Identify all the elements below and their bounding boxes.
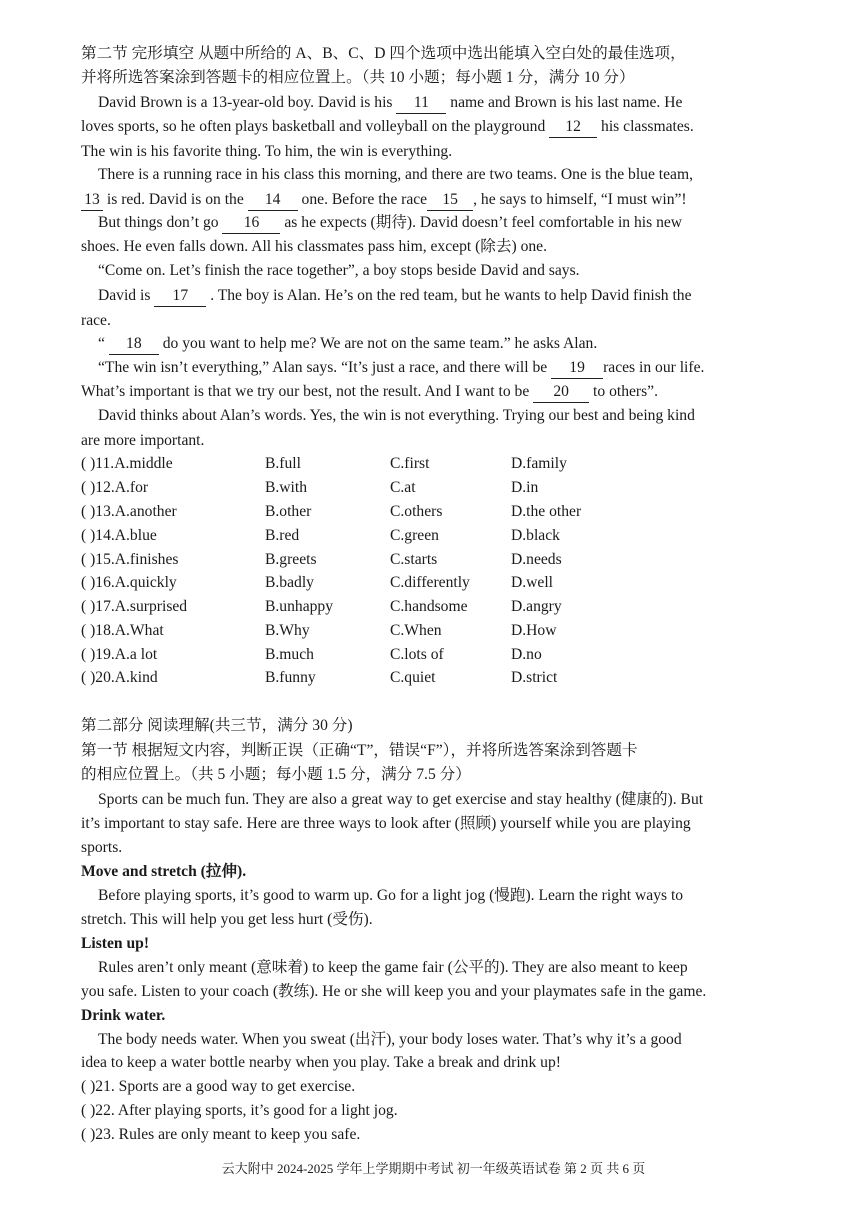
passage-line: What’s important is that we try our best, not the result. And I want to be 20 to others”. (81, 382, 658, 403)
blank-19: 19 (551, 358, 603, 379)
question-row: ( )16.A.quickly B.badly C.differently D.well (81, 574, 554, 591)
reading-line: you safe. Listen to your coach (教练). He or she will keep you and your playmates safe in the game. (81, 983, 707, 1000)
part-heading: 第二部分 阅读理解(共三节，满分 30 分) (81, 717, 353, 734)
blank-18: 18 (109, 334, 159, 355)
subheading-listen-up: Listen up! (81, 935, 150, 952)
question-row: ( )12.A.for B.with C.at D.in (81, 479, 539, 496)
question-row: ( )18.A.What B.Why C.When D.How (81, 622, 557, 639)
passage-line: race. (81, 312, 111, 329)
passage-line: David thinks about Alan’s words. Yes, the win is not everything. Trying our best and being kind (98, 407, 695, 424)
passage-line: The win is his favorite thing. To him, the win is everything. (81, 143, 453, 160)
question-21: ( )21. Sports are a good way to get exercise. (81, 1078, 356, 1095)
question-row: ( )17.A.surprised B.unhappy C.handsome D.angry (81, 598, 562, 615)
blank-16: 16 (222, 213, 280, 234)
blank-15: 15 (427, 190, 473, 211)
passage-line: “Come on. Let’s finish the race together”, a boy stops beside David and says. (98, 262, 580, 279)
passage-line: David is 17 . The boy is Alan. He’s on the red team, but he wants to help David finish the (98, 286, 692, 307)
blank-14: 14 (248, 190, 298, 211)
reading-line: The body needs water. When you sweat (出汗), your body loses water. That’s why it’s a good (98, 1031, 682, 1048)
subheading-drink-water: Drink water. (81, 1007, 166, 1024)
reading-line: Sports can be much fun. They are also a great way to get exercise and stay healthy (健康的). But (98, 791, 704, 808)
reading-line: idea to keep a water bottle nearby when you play. Take a break and drink up! (81, 1054, 561, 1071)
blank-13: 13 (81, 190, 103, 211)
passage-line: David Brown is a 13-year-old boy. David is his 11 name and Brown is his last name. He (98, 93, 682, 114)
passage-line: are more important. (81, 432, 205, 449)
page-footer: 云大附中 2024-2025 学年上学期期中考试 初一年级英语试卷 第 2 页 共 6 页 (221, 1161, 646, 1176)
passage-line: But things don’t go 16 as he expects (期待). David doesn’t feel comfortable in his new (98, 213, 682, 234)
blank-17: 17 (154, 286, 206, 307)
passage-line: “ 18 do you want to help me? We are not on the same team.” he asks Alan. (98, 334, 597, 355)
question-row: ( )11.A.middle B.full C.first D.family (81, 455, 567, 472)
reading-line: stretch. This will help you get less hurt (受伤). (81, 911, 373, 928)
reading-line: Before playing sports, it’s good to warm up. Go for a light jog (慢跑). Learn the right ways to (98, 887, 684, 904)
reading-line: it’s important to stay safe. Here are three ways to look after (照顾) yourself while you are playing (81, 815, 691, 832)
blank-11: 11 (396, 93, 446, 114)
passage-line: “The win isn’t everything,” Alan says. “It’s just a race, and there will be 19 races in our life. (98, 358, 704, 379)
cloze-heading-2: 并将所选答案涂到答题卡的相应位置上。（共 10 小题；每小题 1 分，满分 10 分） (81, 69, 635, 86)
passage-line: loves sports, so he often plays basketball and volleyball on the playground 12 his classmates. (81, 117, 694, 138)
reading-line: Rules aren’t only meant (意味着) to keep the game fair (公平的). They are also meant to keep (98, 959, 688, 976)
question-row: ( )19.A.a lot B.much C.lots of D.no (81, 646, 542, 663)
passage-line: 13 is red. David is on the 14 one. Before the race 15 , he says to himself, “I must win”! (81, 190, 687, 211)
question-22: ( )22. After playing sports, it’s good for a light jog. (81, 1102, 398, 1119)
blank-12: 12 (549, 117, 597, 138)
blank-20: 20 (533, 382, 589, 403)
passage-line: shoes. He even falls down. All his classmates pass him, except (除去) one. (81, 238, 547, 255)
question-row: ( )13.A.another B.other C.others D.the other (81, 503, 582, 520)
question-row: ( )14.A.blue B.red C.green D.black (81, 527, 560, 544)
question-row: ( )20.A.kind B.funny C.quiet D.strict (81, 669, 558, 686)
question-row: ( )15.A.finishes B.greets C.starts D.needs (81, 551, 562, 568)
reading-line: sports. (81, 839, 123, 856)
question-23: ( )23. Rules are only meant to keep you safe. (81, 1126, 361, 1143)
section-heading-2: 的相应位置上。（共 5 小题；每小题 1.5 分，满分 7.5 分） (81, 766, 471, 783)
section-heading: 第一节 根据短文内容，判断正误（正确“T”，错误“F”），并将所选答案涂到答题卡 (81, 742, 638, 759)
passage-line: There is a running race in his class this morning, and there are two teams. One is the blue team, (98, 166, 693, 183)
cloze-heading: 第二节 完形填空 从题中所给的 A、B、C、D 四个选项中选出能填入空白处的最佳选项， (81, 45, 686, 62)
subheading-move-stretch: Move and stretch (拉伸). (81, 863, 247, 880)
